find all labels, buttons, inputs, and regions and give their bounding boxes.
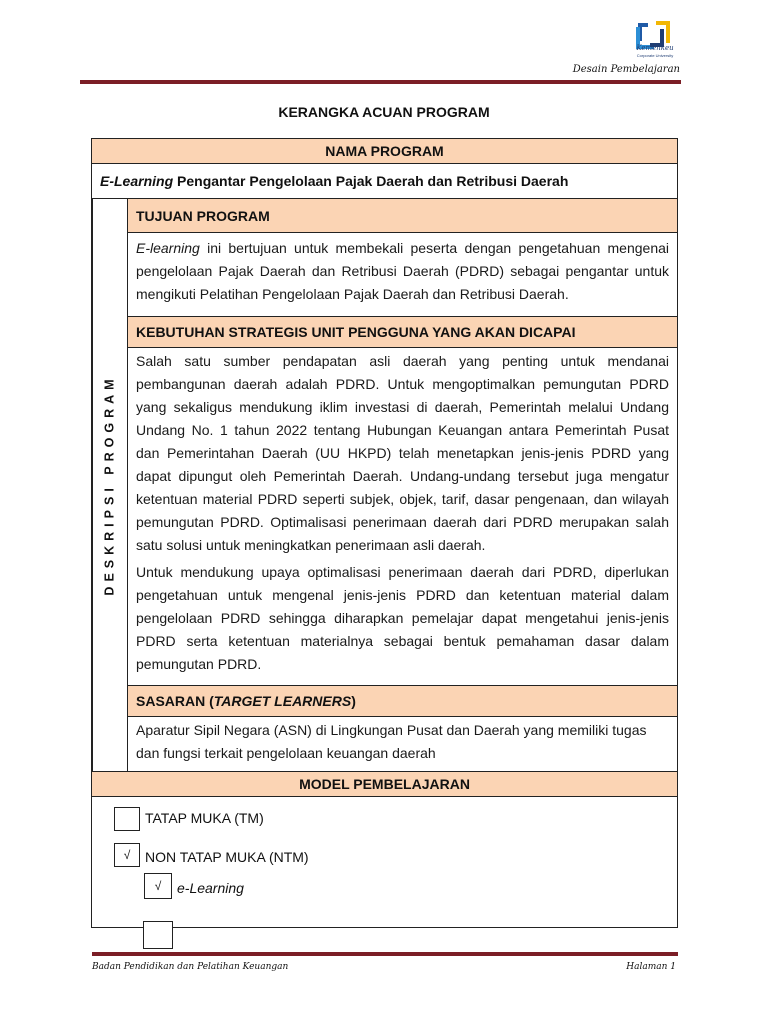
blank-option-checkbox[interactable]: [143, 921, 173, 949]
logo-text: Kemenkeu: [636, 44, 674, 52]
non-tatap-muka-label: NON TATAP MUKA (NTM): [145, 849, 309, 865]
program-name-italic: E-Learning: [100, 173, 174, 189]
header-section-label: Desain Pembelajaran: [572, 64, 680, 75]
deskripsi-program-label: DESKRIPSI PROGRAM: [92, 198, 128, 772]
sasaran-text: Aparatur Sipil Negara (ASN) di Lingkungan Pusat dan Daerah yang memiliki tugas dan fungsi terkait pengelolaan keuangan daerah: [127, 716, 678, 772]
footer-page-number: Halaman 1: [626, 962, 676, 972]
program-name-text: Pengantar Pengelolaan Pajak Daerah dan Retribusi Daerah: [173, 173, 569, 189]
e-learning-label: e-Learning: [177, 880, 244, 896]
footer-rule: [92, 952, 678, 956]
document-title: KERANGKA ACUAN PROGRAM: [278, 104, 490, 120]
tatap-muka-label: TATAP MUKA (TM): [145, 810, 264, 826]
non-tatap-muka-checkbox[interactable]: √: [114, 843, 140, 867]
tatap-muka-checkbox[interactable]: [114, 807, 140, 831]
kebutuhan-text: [127, 347, 678, 686]
logo-subtext: Corporate University: [636, 53, 674, 58]
footer-institution: Badan Pendidikan dan Pelatihan Keuangan: [92, 962, 289, 972]
kebutuhan-header: KEBUTUHAN STRATEGIS UNIT PENGGUNA YANG AKAN DICAPAI: [127, 316, 678, 348]
e-learning-checkbox[interactable]: √: [144, 873, 172, 899]
tujuan-header: TUJUAN PROGRAM: [127, 198, 678, 233]
program-name-row: [91, 163, 678, 199]
kebutuhan-paragraph-2: Untuk mendukung upaya optimalisasi penerimaan daerah dari PDRD, diperlukan pengetahuan untuk mengenal jenis-jenis PDRD dan ketentuan material dalam pengelolaan PDRD sehingga diharapkan pemelajar dapat mengetahui jenis-jenis PDRD serta ketentuan materialnya sebagai bentuk pemahaman dasar dalam pemungutan PDRD.: [136, 564, 669, 672]
tujuan-text: E-learning ini bertujuan untuk membekali peserta dengan pengetahuan mengenai pengelolaan Pajak Daerah dan Retribusi Daerah (PDRD) sebagai pengantar untuk mengikuti Pelatihan Pengelolaan Pajak Daerah dan Retribusi Daerah.: [127, 232, 678, 317]
header-rule: [80, 80, 681, 84]
kebutuhan-paragraph-1: Salah satu sumber pendapatan asli daerah yang penting untuk mendanai pembangunan daerah adalah PDRD. Untuk mengoptimalkan pemungutan PDRD yang sekaligus mendukung iklim investasi di daerah, Pemerintah melalui Undang Undang No. 1 tahun 2022 tentang Hubungan Keuangan antara Pemerintah Pusat dan Pemerintahan Daerah (UU HKPD) telah menetapkan jenis-jenis PDRD yang dapat dipungut oleh Pemerintah Daerah. Undang-undang tersebut juga mengatur ketentuan material PDRD seperti subjek, objek, tarif, dasar pengenaan, dan wilayah pemungutan PDRD. Optimalisasi penerimaan daerah dari PDRD merupakan salah satu solusi untuk meningkatkan penerimaan asli daerah.: [136, 353, 669, 553]
sasaran-header: SASARAN ( TARGET LEARNERS ): [127, 685, 678, 717]
model-header: MODEL PEMBELAJARAN: [91, 771, 678, 797]
program-name-header: NAMA PROGRAM: [91, 138, 678, 164]
